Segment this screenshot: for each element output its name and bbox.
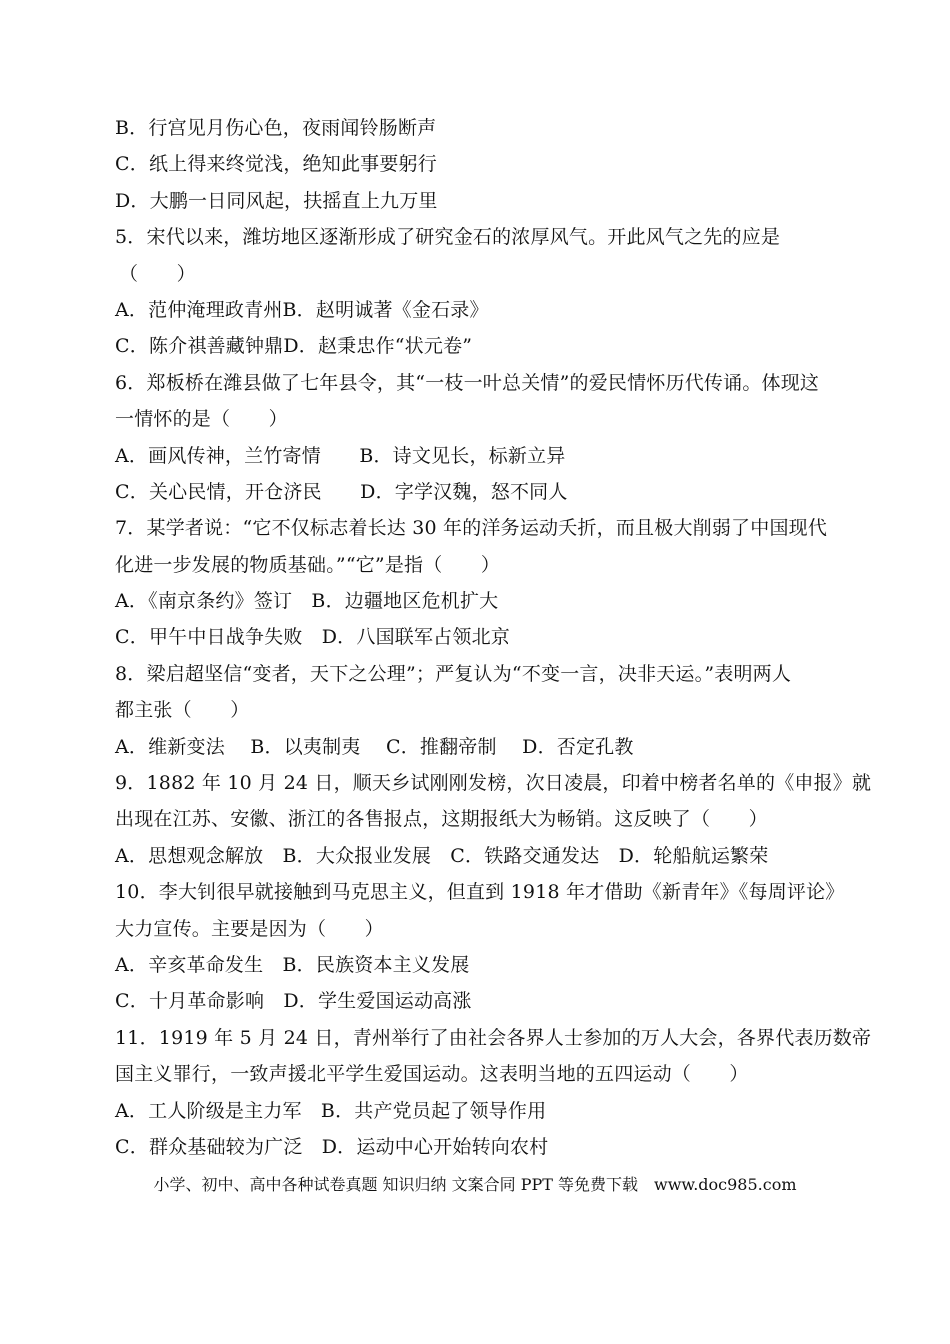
option-line: C．陈介祺善藏钟鼎D．赵秉忠作“状元卷” [115, 335, 473, 358]
question-continuation: 一情怀的是（ ） [115, 408, 288, 431]
question-continuation: 出现在江苏、安徽、浙江的各售报点，这期报纸大为畅销。这反映了（ ） [115, 808, 768, 831]
option-line: C．群众基础较为广泛 D．运动中心开始转向农村 [115, 1135, 549, 1158]
question-line: 7．某学者说：“它不仅标志着长达 30 年的洋务运动夭折，而且极大削弱了中国现代 [115, 517, 828, 540]
option-line: A．思想观念解放 B．大众报业发展 C．铁路交通发达 D．轮船航运繁荣 [115, 844, 769, 867]
question-line: 11．1919 年 5 月 24 日，青州举行了由社会各界人士参加的万人大会，各界代表历数帝 [115, 1026, 872, 1049]
option-line: C．纸上得来终觉浅，绝知此事要躬行 [115, 153, 437, 176]
question-line: 6．郑板桥在潍县做了七年县令，其“一枝一叶总关情”的爱民情怀历代传诵。体现这 [115, 371, 820, 394]
option-line: D．大鹏一日同风起，扶摇直上九万里 [115, 189, 438, 212]
exam-page [115, 110, 872, 1165]
question-continuation: 大力宣传。主要是因为（ ） [115, 917, 384, 940]
question-line: 9．1882 年 10 月 24 日，顺天乡试刚刚发榜，次日凌晨，印着中榜者名单的《申报》就 [115, 772, 872, 795]
option-line: A．维新变法 B．以夷制夷 C．推翻帝制 D．否定孔教 [115, 735, 634, 758]
question-line: 8．梁启超坚信“变者，天下之公理”；严复认为“不变一言，决非天运。”表明两人 [115, 662, 792, 685]
option-line: A．《南京条约》签订 B．边疆地区危机扩大 [115, 590, 499, 613]
question-line: 10．李大钊很早就接触到马克思主义，但直到 1918 年才借助《新青年》《每周评论》 [115, 881, 845, 904]
option-line: A．工人阶级是主力军 B．共产党员起了领导作用 [115, 1099, 547, 1122]
option-line: A．范仲淹理政青州B．赵明诚著《金石录》 [115, 298, 489, 321]
option-line: C．十月革命影响 D．学生爱国运动高涨 [115, 990, 472, 1013]
question-continuation: 化进一步发展的物质基础。”“它”是指（ ） [115, 553, 501, 576]
question-continuation: （ ） [119, 262, 196, 285]
option-line: B．行宫见月伤心色，夜雨闻铃肠断声 [115, 117, 437, 139]
option-line: C．甲午中日战争失败 D．八国联军占领北京 [115, 626, 510, 649]
option-line: A．辛亥革命发生 B．民族资本主义发展 [115, 953, 470, 976]
option-line: C．关心民情，开仓济民 D．字学汉魏，怒不同人 [115, 480, 568, 503]
question-line: 5．宋代以来，潍坊地区逐渐形成了研究金石的浓厚风气。开此风气之先的应是 [115, 226, 781, 249]
question-continuation: 国主义罪行，一致声援北平学生爱国运动。这表明当地的五四运动（ ） [115, 1063, 749, 1086]
page-footer: 小学、初中、高中各种试卷真题 知识归纳 文案合同 PPT 等免费下载 www.doc985.com [153, 1175, 797, 1194]
option-line: A．画风传神，兰竹寄情 B．诗文见长，标新立异 [115, 444, 566, 467]
question-continuation: 都主张（ ） [115, 699, 250, 722]
